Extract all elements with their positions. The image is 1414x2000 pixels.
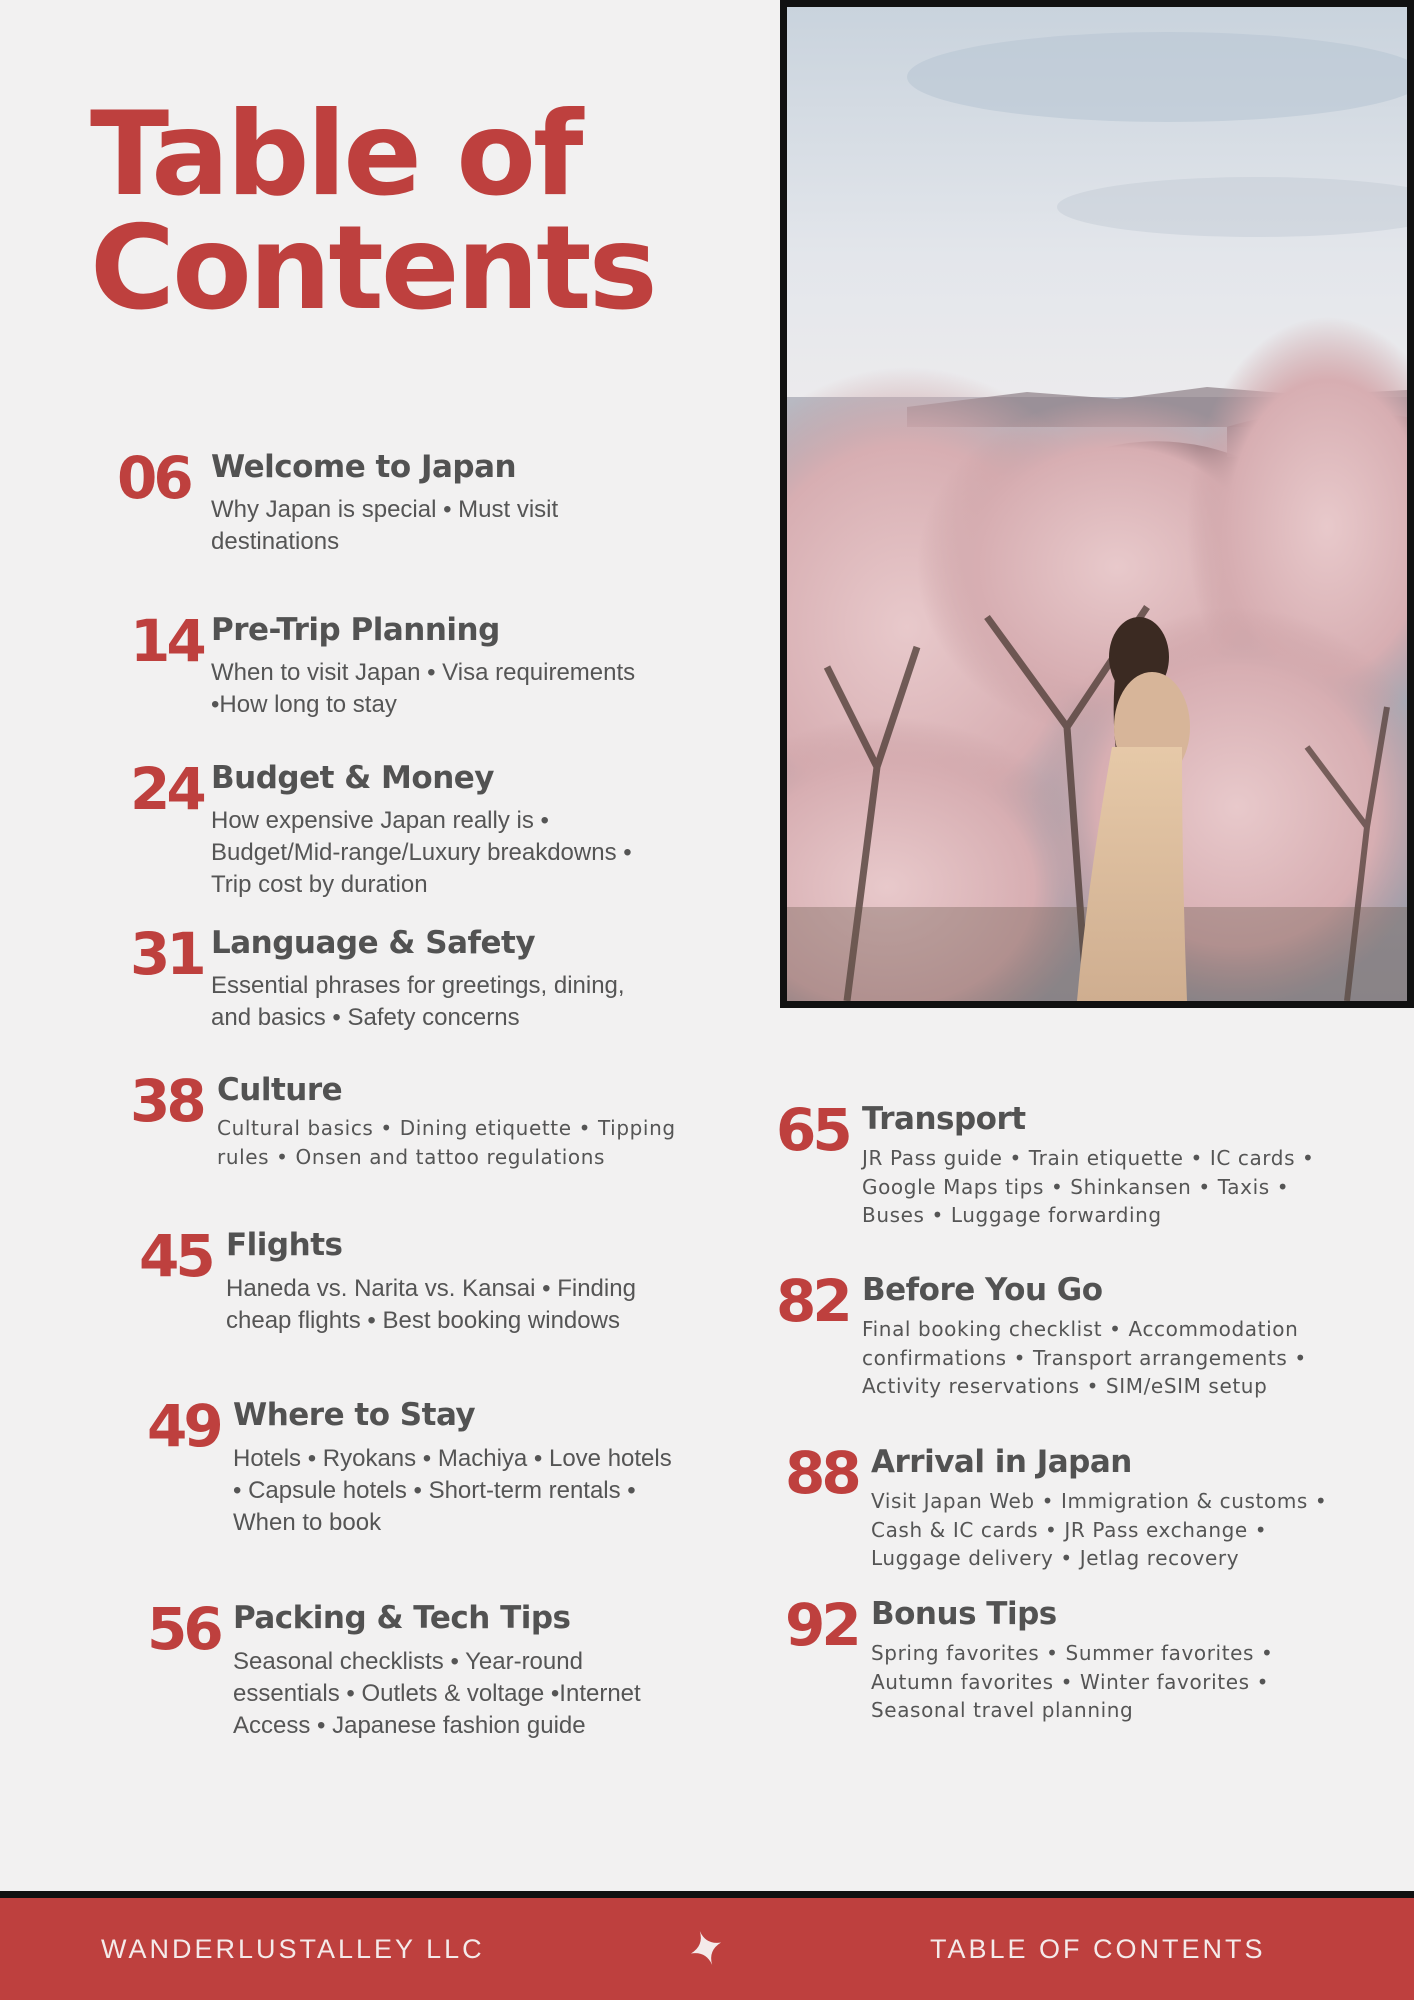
entry-title: Culture bbox=[217, 1072, 343, 1108]
entry-title: Arrival in Japan bbox=[871, 1444, 1132, 1480]
page-number: 82 bbox=[776, 1267, 849, 1335]
entry-title: Bonus Tips bbox=[871, 1596, 1057, 1632]
page-title-line-1: Table of bbox=[90, 87, 581, 222]
entry-title: Transport bbox=[862, 1101, 1026, 1137]
page-number: 88 bbox=[785, 1439, 858, 1507]
entry-description: How expensive Japan really is • Budget/Mid-range/Luxury breakdowns • Trip cost by duration bbox=[211, 807, 632, 898]
page-number: 56 bbox=[147, 1595, 220, 1663]
entry-title: Before You Go bbox=[862, 1272, 1103, 1308]
entry-title: Where to Stay bbox=[233, 1397, 476, 1433]
page-number: 45 bbox=[139, 1222, 212, 1290]
entry-title: Packing & Tech Tips bbox=[233, 1600, 571, 1636]
page-title-line-2: Contents bbox=[90, 201, 655, 336]
entry-description: Essential phrases for greetings, dining, and basics • Safety concerns bbox=[211, 972, 625, 1031]
entry-title: Budget & Money bbox=[211, 760, 494, 796]
page-number: 31 bbox=[130, 920, 203, 988]
entry-title: Flights bbox=[226, 1227, 343, 1263]
page-number: 06 bbox=[117, 444, 190, 512]
page-number: 24 bbox=[130, 755, 203, 823]
entry-description: JR Pass guide • Train etiquette • IC cards • Google Maps tips • Shinkansen • Taxis • Buses • Luggage forwarding bbox=[862, 1146, 1315, 1227]
entry-description: Haneda vs. Narita vs. Kansai • Finding cheap flights • Best booking windows bbox=[226, 1275, 636, 1334]
entry-description: Hotels • Ryokans • Machiya • Love hotels • Capsule hotels • Short-term rentals • When to book bbox=[233, 1445, 672, 1536]
entry-description: Spring favorites • Summer favorites • Autumn favorites • Winter favorites • Seasonal travel planning bbox=[871, 1641, 1274, 1722]
entry-description: Why Japan is special • Must visit destinations bbox=[211, 496, 559, 555]
entry-description: When to visit Japan • Visa requirements •How long to stay bbox=[211, 659, 636, 718]
footer-section-title: TABLE OF CONTENTS bbox=[930, 1934, 1266, 1964]
page-number: 38 bbox=[130, 1067, 203, 1135]
entry-description: Final booking checklist • Accommodation confirmations • Transport arrangements • Activity reservations • SIM/eSIM setup bbox=[862, 1317, 1307, 1398]
entry-description: Visit Japan Web • Immigration & customs • Cash & IC cards • JR Pass exchange • Luggage delivery • Jetlag recovery bbox=[871, 1489, 1328, 1570]
entry-title: Welcome to Japan bbox=[211, 449, 517, 485]
page-title bbox=[90, 87, 655, 336]
entry-title: Pre-Trip Planning bbox=[211, 612, 500, 648]
photo-illustration bbox=[787, 7, 1407, 1001]
page-number: 49 bbox=[147, 1392, 220, 1460]
sparkle-star-icon bbox=[688, 1928, 724, 1968]
cherry-blossom-photo bbox=[780, 0, 1414, 1008]
page-number: 14 bbox=[130, 607, 203, 675]
entry-title: Language & Safety bbox=[211, 925, 536, 961]
page-number: 92 bbox=[785, 1591, 858, 1659]
entry-description: Seasonal checklists • Year-round essentials • Outlets & voltage •Internet Access • Japanese fashion guide bbox=[233, 1648, 641, 1739]
footer-brand: WANDERLUSTALLEY LLC bbox=[101, 1934, 485, 1964]
page-number: 65 bbox=[776, 1096, 849, 1164]
page-footer bbox=[0, 1891, 1414, 2000]
entry-description: Cultural basics • Dining etiquette • Tipping rules • Onsen and tattoo regulations bbox=[217, 1116, 676, 1169]
